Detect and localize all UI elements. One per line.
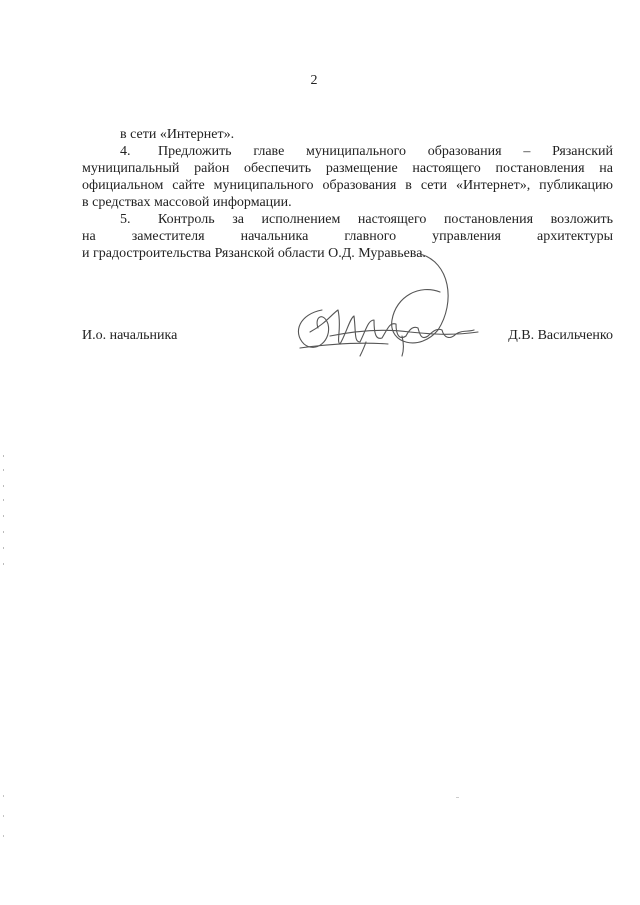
item-5-line-1-text: Контроль за исполнением настоящего постановления возложить [158,212,613,227]
item-5-line-1 [82,211,613,228]
item-4-line-1 [82,143,613,160]
signer-name: Д.В. Васильченко [508,328,613,343]
item-5-line-2: на заместителя начальника главного управления архитектуры [82,229,613,244]
scan-edge-marks [3,455,5,575]
item-5-line-3: и градостроительства Рязанской области О.Д. Муравьева. [82,246,426,261]
item-4-line-3: официальном сайте муниципального образования в сети «Интернет», публикацию [82,178,613,193]
item-4-line-2: муниципальный район обеспечить размещение настоящего постановления на [82,161,613,176]
scan-edge-marks-lower [3,795,5,855]
item-4-number: 4. [120,144,131,159]
signer-position: И.о. начальника [82,328,178,343]
continuation-line: в сети «Интернет». [120,127,235,142]
item-5-number: 5. [120,212,131,227]
item-4-line-4: в средствах массовой информации. [82,195,292,210]
signature-block [0,300,640,380]
scan-speck [456,797,460,799]
item-4-line-1-text: Предложить главе муниципального образования – Рязанский [158,144,613,159]
page-number: 2 [310,73,318,88]
